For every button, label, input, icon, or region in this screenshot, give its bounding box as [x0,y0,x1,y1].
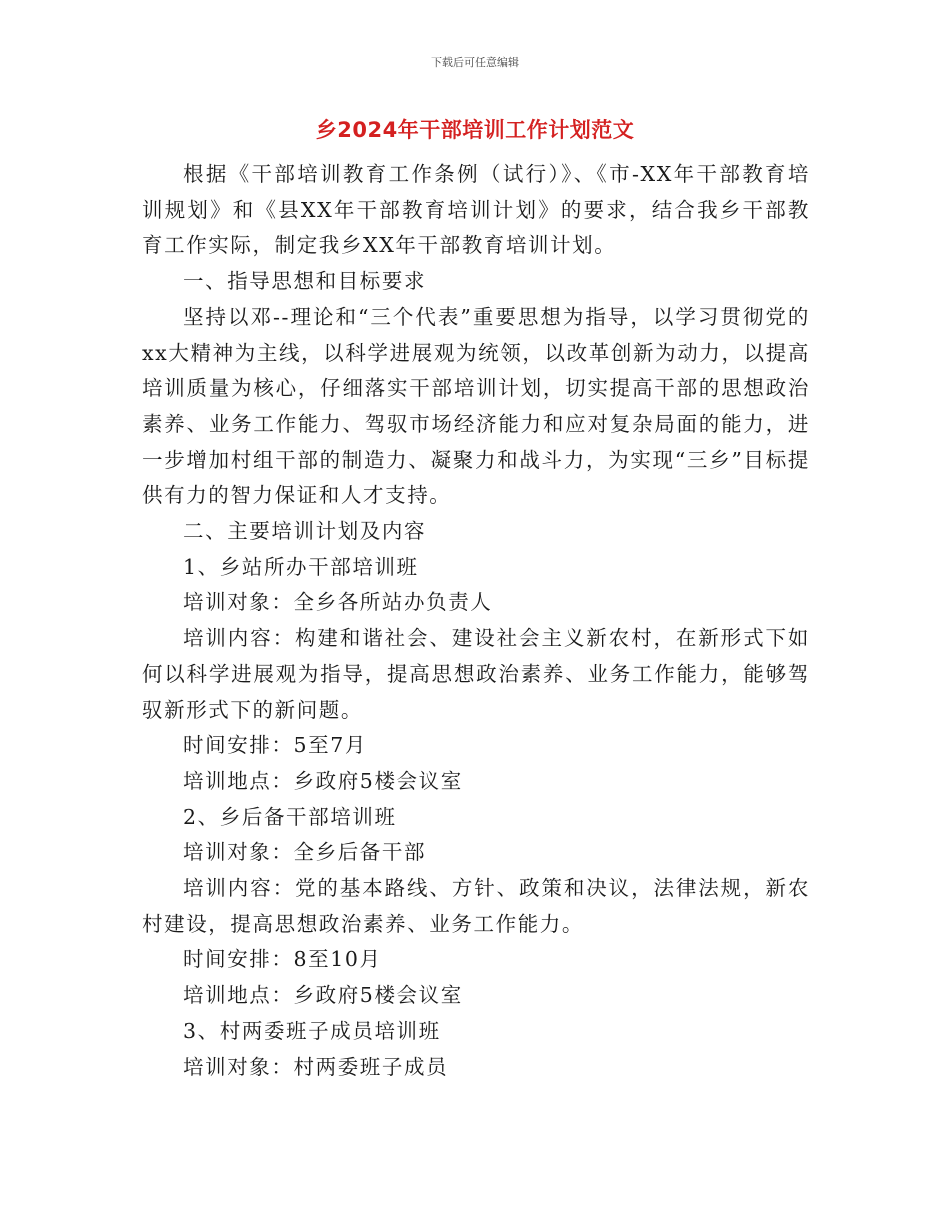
training-location-1: 培训地点：乡政府5楼会议室 [183,768,463,793]
subsection-heading-3: 3、村两委班子成员培训班 [183,1018,441,1043]
intro-paragraph: 根据《干部培训教育工作条例（试行）》、《市-XX年干部教育培训规划》和《县XX年干部教育培训计划》的要求，结合我乡干部教育工作实际，制定我乡XX年干部教育培训计划。 [142,162,810,258]
training-target-3: 培训对象：村两委班子成员 [183,1054,449,1079]
training-time-1: 时间安排：5至7月 [183,733,367,758]
training-location-2: 培训地点：乡政府5楼会议室 [183,983,463,1008]
guiding-thought-paragraph: 坚持以邓--理论和“三个代表”重要思想为指导，以学习贯彻党的xx大精神为主线，以科学进展观为统领，以改革创新为动力，以提高培训质量为核心，仔细落实干部培训计划，切实提高干部的思想政治素养、业务工作能力、驾驭市场经济能力和应对复杂局面的能力，进一步增加村组干部的制造力、凝聚力和战斗力，为实现“三乡”目标提供有力的智力保证和人才支持。 [142,304,810,508]
document-body [142,157,810,1085]
section-heading-guiding-thought: 一、指导思想和目标要求 [183,269,427,294]
subsection-heading-1: 1、乡站所办干部培训班 [183,554,419,579]
page-header-note: 下载后可任意编辑 [431,56,519,69]
document-title: 乡2024年干部培训工作计划范文 [315,118,635,142]
subsection-heading-2: 2、乡后备干部培训班 [183,804,397,829]
training-target-1: 培训对象：全乡各所站办负责人 [183,590,493,615]
training-content-2: 培训内容：党的基本路线、方针、政策和决议，法律法规，新农村建设，提高思想政治素养、业务工作能力。 [142,876,810,936]
training-time-2: 时间安排：8至10月 [183,947,382,972]
section-heading-training-plan: 二、主要培训计划及内容 [183,519,427,544]
training-target-2: 培训对象：全乡后备干部 [183,840,427,865]
training-content-1: 培训内容：构建和谐社会、建设社会主义新农村，在新形式下如何以科学进展观为指导，提高思想政治素养、业务工作能力，能够驾驭新形式下的新问题。 [142,626,810,722]
